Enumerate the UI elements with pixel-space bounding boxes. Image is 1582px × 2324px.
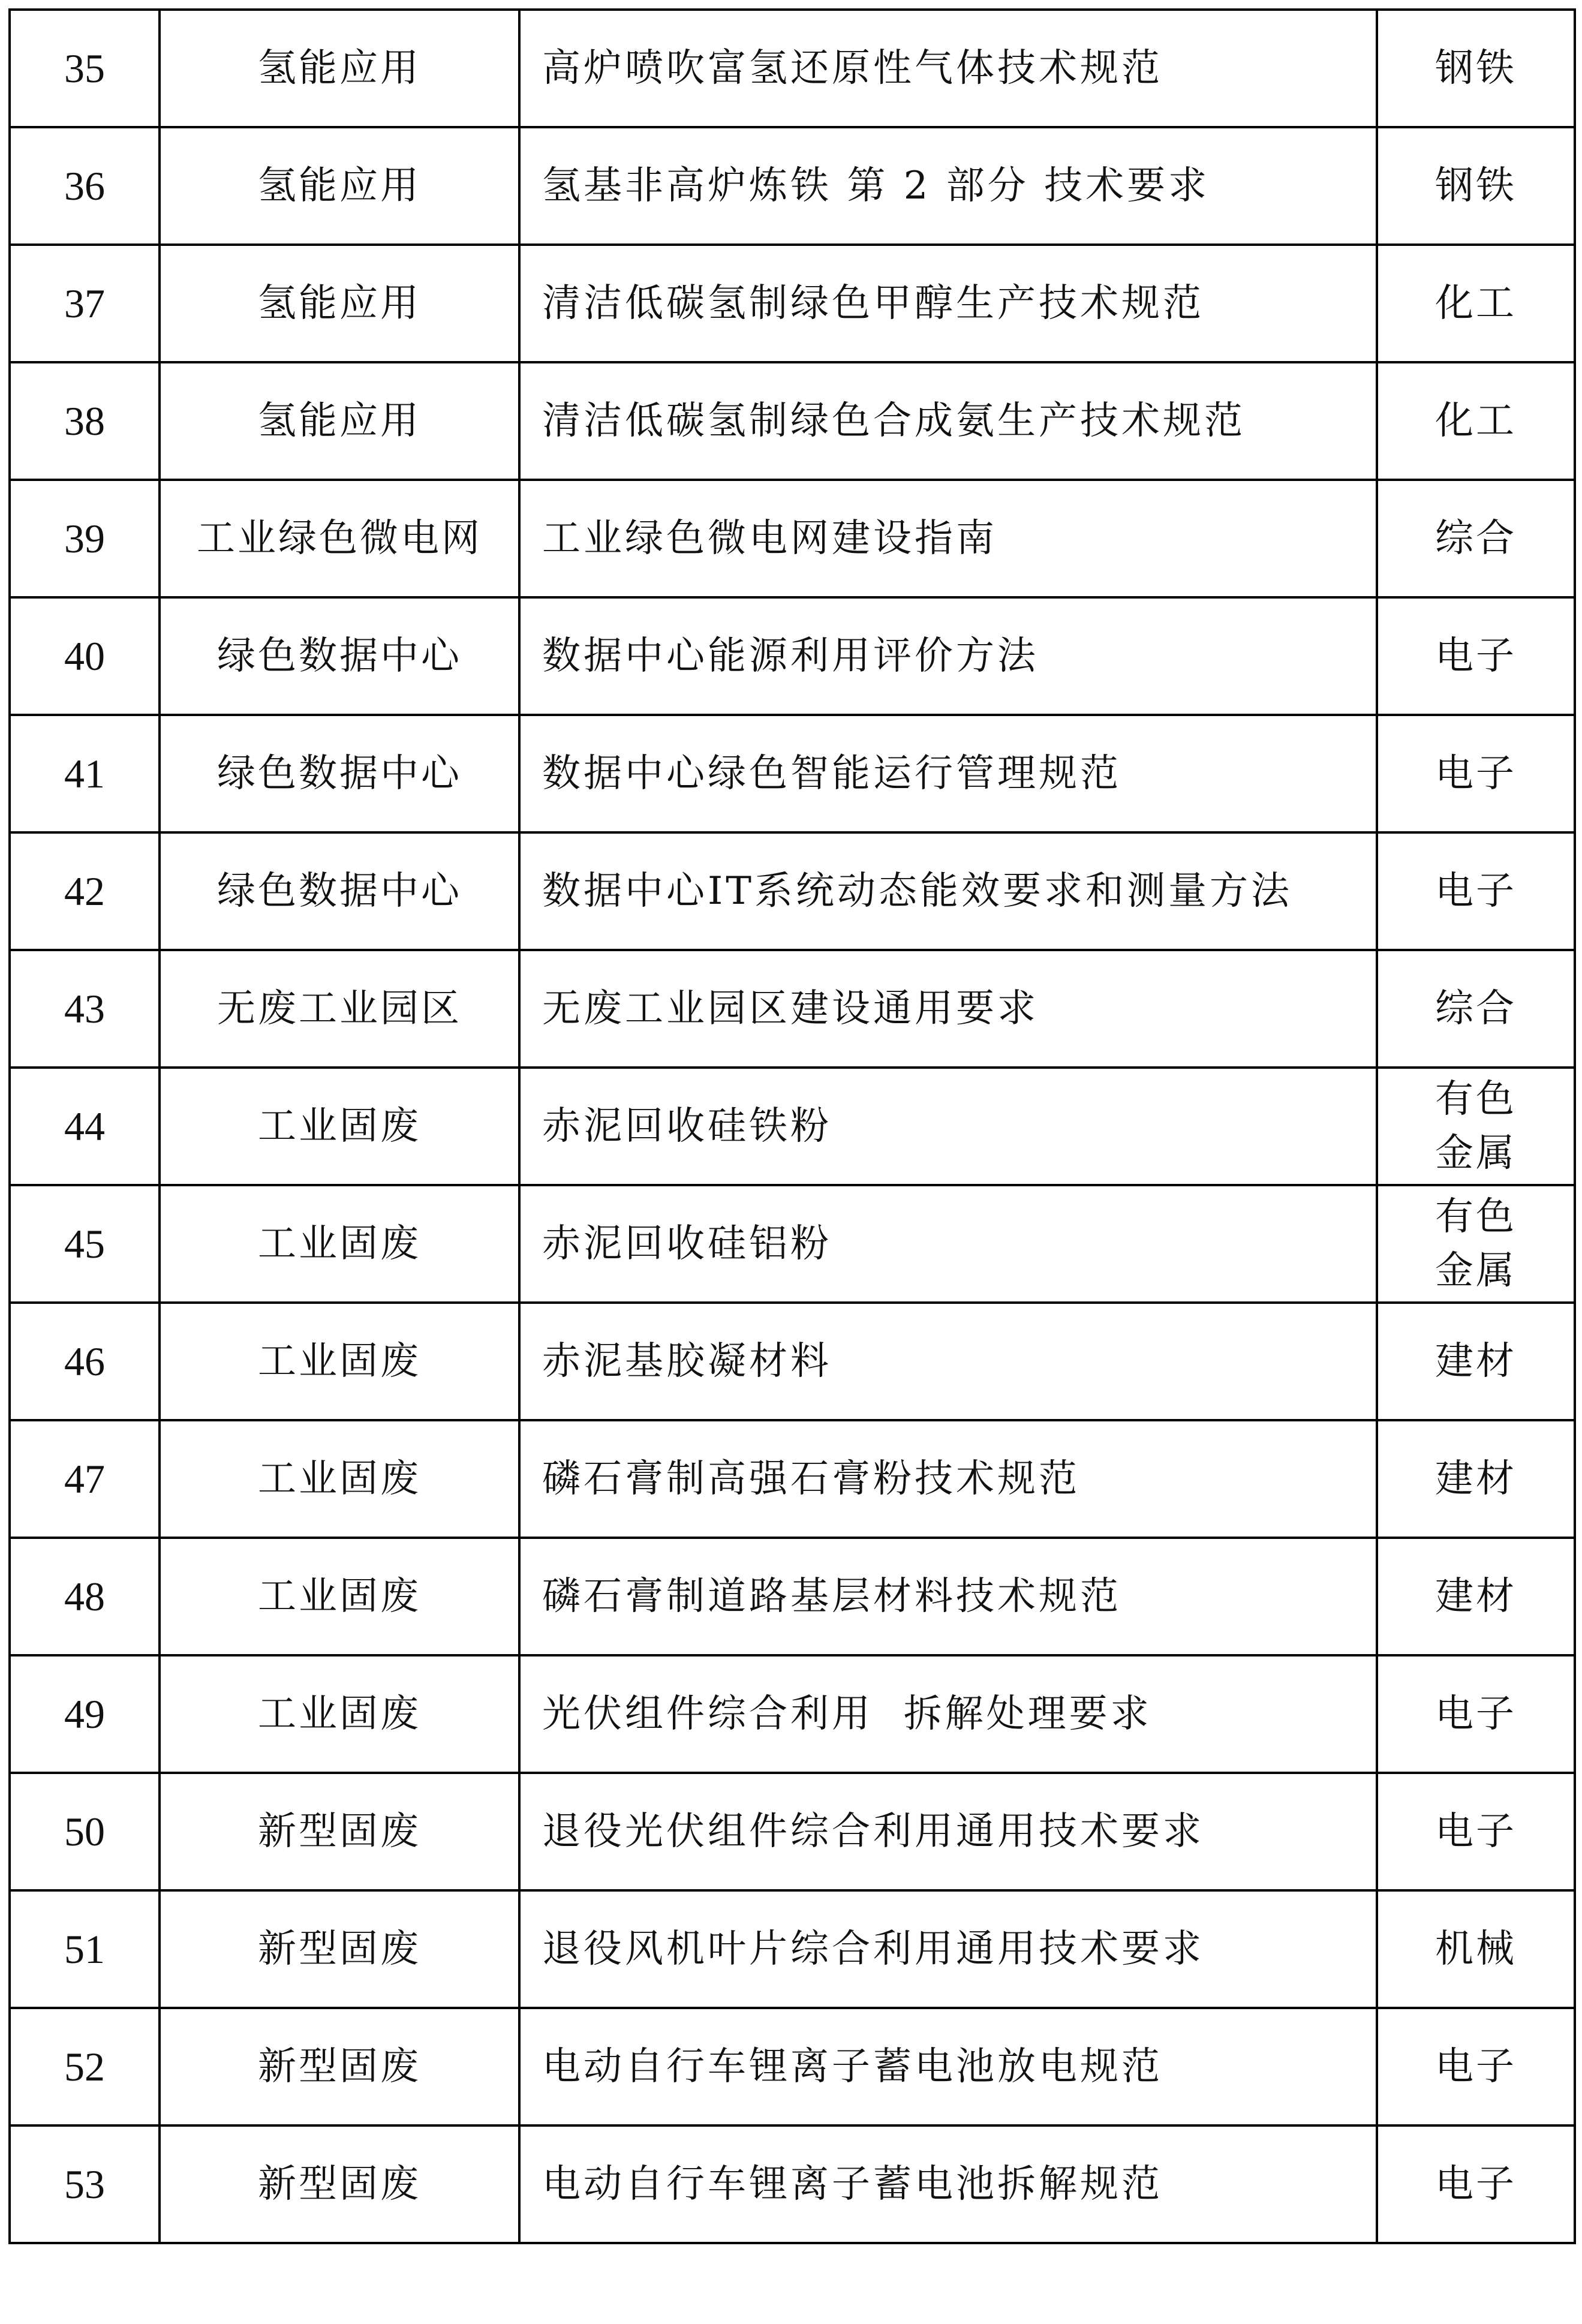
standard-name-cell: 电动自行车锂离子蓄电池放电规范 [519,2008,1377,2125]
industry-cell [1377,597,1575,715]
row-number-cell: 47 [10,1420,160,1538]
industry-cell [1377,480,1575,597]
row-number-cell: 46 [10,1303,160,1420]
category-cell: 绿色数据中心 [160,832,519,950]
row-number-cell: 52 [10,2008,160,2125]
standard-name-cell: 高炉喷吹富氢还原性气体技术规范 [519,10,1377,127]
row-number-cell: 36 [10,127,160,245]
standard-name-cell: 电动自行车锂离子蓄电池拆解规范 [519,2125,1377,2243]
industry-label: 钢铁 [1435,164,1517,208]
industry-label: 电子 [1435,1809,1517,1854]
table-row [10,480,1575,597]
standard-name-cell: 赤泥回收硅铝粉 [519,1185,1377,1303]
industry-cell [1377,1420,1575,1538]
standard-name-cell: 数据中心能源利用评价方法 [519,597,1377,715]
industry-label: 建材 [1435,1574,1517,1619]
standard-name-cell: 赤泥基胶凝材料 [519,1303,1377,1420]
row-number-cell: 39 [10,480,160,597]
row-number-cell: 38 [10,362,160,480]
category-cell: 氢能应用 [160,10,519,127]
industry-label: 电子 [1435,2045,1517,2089]
industry-label: 有色 [1435,1077,1517,1122]
industry-label: 化工 [1435,399,1517,443]
industry-cell [1377,362,1575,480]
standard-name-cell: 无废工业园区建设通用要求 [519,950,1377,1068]
standard-name-cell: 数据中心绿色智能运行管理规范 [519,715,1377,832]
row-number-cell: 35 [10,10,160,127]
row-number-cell: 48 [10,1538,160,1655]
category-cell: 工业固废 [160,1068,519,1185]
standard-name-cell: 磷石膏制道路基层材料技术规范 [519,1538,1377,1655]
category-cell: 工业固废 [160,1303,519,1420]
category-cell: 新型固废 [160,2125,519,2243]
row-number-cell: 51 [10,1890,160,2008]
industry-label: 电子 [1435,751,1517,796]
industry-cell [1377,1185,1575,1303]
industry-cell [1377,2125,1575,2243]
category-cell: 绿色数据中心 [160,715,519,832]
industry-cell [1377,1655,1575,1773]
standard-name-cell: 磷石膏制高强石膏粉技术规范 [519,1420,1377,1538]
industry-label: 金属 [1435,1131,1517,1175]
category-cell: 氢能应用 [160,245,519,362]
standard-name-cell: 退役光伏组件综合利用通用技术要求 [519,1773,1377,1890]
industry-label: 化工 [1435,281,1517,326]
row-number-cell: 44 [10,1068,160,1185]
row-number-cell: 40 [10,597,160,715]
table-row [10,715,1575,832]
industry-cell [1377,245,1575,362]
category-cell: 新型固废 [160,1773,519,1890]
category-cell: 工业固废 [160,1420,519,1538]
table-row [10,362,1575,480]
industry-label: 钢铁 [1435,46,1517,91]
standard-name-cell: 光伏组件综合利用 拆解处理要求 [519,1655,1377,1773]
row-number-cell: 49 [10,1655,160,1773]
table-row [10,1303,1575,1420]
industry-cell [1377,1303,1575,1420]
industry-cell [1377,950,1575,1068]
table-row [10,832,1575,950]
category-cell: 新型固废 [160,1890,519,2008]
row-number-cell: 50 [10,1773,160,1890]
table-row [10,1538,1575,1655]
table-row [10,1655,1575,1773]
category-cell: 氢能应用 [160,127,519,245]
table-row [10,1420,1575,1538]
industry-cell [1377,1538,1575,1655]
category-cell: 新型固废 [160,2008,519,2125]
category-cell: 工业固废 [160,1655,519,1773]
industry-label: 金属 [1435,1249,1517,1293]
industry-label: 电子 [1435,634,1517,678]
table-row [10,10,1575,127]
standards-table [8,8,1576,2244]
category-cell: 无废工业园区 [160,950,519,1068]
row-number-cell: 45 [10,1185,160,1303]
category-cell: 工业绿色微电网 [160,480,519,597]
table-row [10,245,1575,362]
industry-label: 电子 [1435,869,1517,913]
table-row [10,950,1575,1068]
standard-name-cell: 退役风机叶片综合利用通用技术要求 [519,1890,1377,2008]
industry-label: 电子 [1435,1692,1517,1736]
standard-name-cell: 赤泥回收硅铁粉 [519,1068,1377,1185]
industry-label: 综合 [1435,987,1517,1031]
row-number-cell: 41 [10,715,160,832]
table-row [10,2125,1575,2243]
industry-label: 建材 [1435,1457,1517,1501]
industry-cell [1377,2008,1575,2125]
industry-cell [1377,10,1575,127]
standard-name-cell: 数据中心IT系统动态能效要求和测量方法 [519,832,1377,950]
row-number-cell: 53 [10,2125,160,2243]
industry-label: 有色 [1435,1195,1517,1239]
row-number-cell: 42 [10,832,160,950]
table-row [10,1890,1575,2008]
industry-label: 电子 [1435,2162,1517,2206]
industry-label: 综合 [1435,516,1517,561]
industry-cell [1377,715,1575,832]
table-row [10,127,1575,245]
industry-cell [1377,1068,1575,1185]
standard-name-cell: 清洁低碳氢制绿色合成氨生产技术规范 [519,362,1377,480]
table-row [10,2008,1575,2125]
table-body [10,10,1575,2243]
table-row [10,597,1575,715]
industry-cell [1377,832,1575,950]
industry-cell [1377,127,1575,245]
category-cell: 工业固废 [160,1538,519,1655]
industry-label: 机械 [1435,1927,1517,1971]
standard-name-cell: 清洁低碳氢制绿色甲醇生产技术规范 [519,245,1377,362]
standard-name-cell: 工业绿色微电网建设指南 [519,480,1377,597]
industry-label: 建材 [1435,1339,1517,1384]
table-row [10,1185,1575,1303]
row-number-cell: 43 [10,950,160,1068]
standard-name-cell: 氢基非高炉炼铁 第 2 部分 技术要求 [519,127,1377,245]
table-row [10,1068,1575,1185]
category-cell: 工业固废 [160,1185,519,1303]
industry-cell [1377,1890,1575,2008]
row-number-cell: 37 [10,245,160,362]
category-cell: 氢能应用 [160,362,519,480]
category-cell: 绿色数据中心 [160,597,519,715]
industry-cell [1377,1773,1575,1890]
table-row [10,1773,1575,1890]
